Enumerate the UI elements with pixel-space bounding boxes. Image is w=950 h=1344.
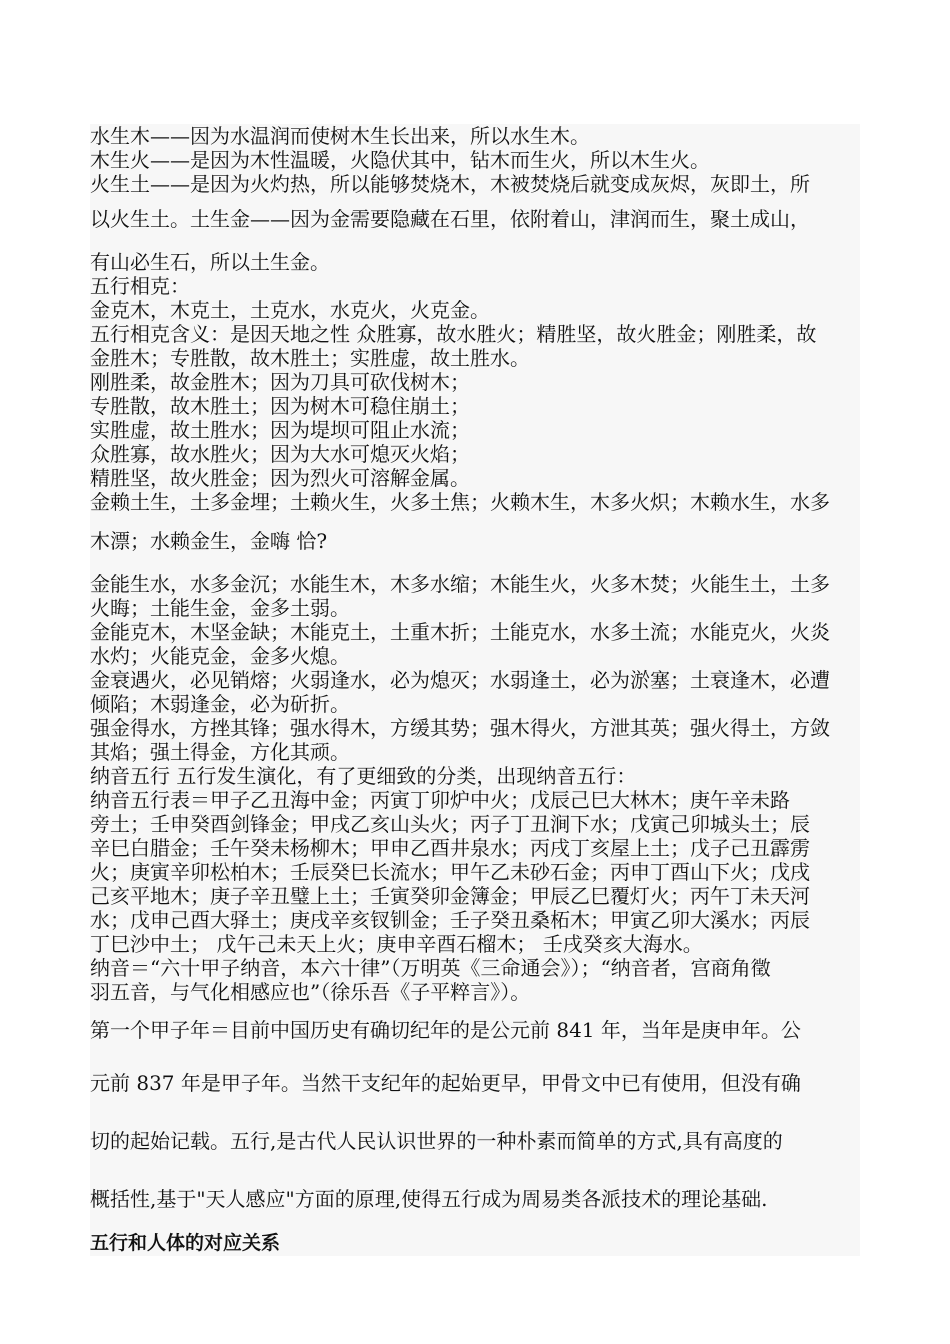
- section-heading: 五行和人体的对应关系: [90, 1232, 281, 1254]
- text-line: 木生火——是因为木性温暖，火隐伏其中，钻木而生火，所以木生火。: [90, 148, 710, 172]
- text-line: 金能克木，木坚金缺；木能克土，土重木折；土能克水，水多土流；水能克火，火炎: [90, 620, 830, 644]
- text-line: 金克木，木克土，土克水，水克火，火克金。: [90, 298, 490, 322]
- text-line: 有山必生石，所以土生金。: [90, 250, 330, 274]
- text-line: 元前 837 年是甲子年。当然干支纪年的起始更早，甲骨文中已有使用，但没有确: [90, 1071, 801, 1095]
- text-line: 丁巳沙中土； 戊午己未天上火；庚申辛酉石榴木； 壬戌癸亥大海水。: [90, 932, 703, 956]
- text-line: 金赖土生，土多金埋；土赖火生，火多土焦；火赖木生，木多火炽；木赖水生，水多: [90, 490, 830, 514]
- text-line: 羽五音，与气化相感应也”（徐乐吾《子平粹言》）。: [90, 980, 531, 1004]
- text-line: 火生土——是因为火灼热，所以能够焚烧木，木被焚烧后就变成灰烬，灰即土，所: [90, 172, 810, 196]
- text-line: 众胜寡，故水胜火；因为大水可熄灭火焰；: [90, 442, 470, 466]
- text-line: 纳音＝“六十甲子纳音，本六十律”（万明英《三命通会》）；“纳音者，宫商角徵: [90, 956, 771, 980]
- text-line: 实胜虚，故土胜水；因为堤坝可阻止水流；: [90, 418, 470, 442]
- text-line: 切的起始记载。五行,是古代人民认识世界的一种朴素而简单的方式,具有高度的: [90, 1129, 783, 1153]
- text-line: 木漂；水赖金生，金嗨 恰?: [90, 529, 328, 553]
- text-line: 以火生土。土生金——因为金需要隐藏在石里，依附着山，津润而生，聚土成山，: [90, 207, 810, 231]
- text-line: 概括性,基于"天人感应"方面的原理,使得五行成为周易类各派技术的理论基础.: [90, 1187, 768, 1211]
- text-line: 辛巳白腊金；壬午癸未杨柳木；甲申乙酉井泉水；丙戌丁亥屋上土；戊子己丑霹雳: [90, 836, 810, 860]
- text-line: 火晦；土能生金，金多土弱。: [90, 596, 350, 620]
- text-line: 刚胜柔，故金胜木；因为刀具可砍伐树木；: [90, 370, 470, 394]
- text-line: 五行相克含义：是因天地之性 众胜寡，故水胜火；精胜坚，故火胜金；刚胜柔，故: [90, 322, 817, 346]
- text-line: 纳音五行 五行发生演化，有了更细致的分类，出现纳音五行：: [90, 764, 637, 788]
- text-line: 己亥平地木；庚子辛丑璧上土；壬寅癸卯金簿金；甲辰乙巳覆灯火；丙午丁未天河: [90, 884, 810, 908]
- text-line: 倾陷；木弱逢金，必为斫折。: [90, 692, 350, 716]
- text-line: 第一个甲子年＝目前中国历史有确切纪年的是公元前 841 年，当年是庚申年。公: [90, 1018, 801, 1042]
- section-label: 五行相克：: [90, 274, 190, 298]
- text-line: 强金得水，方挫其锋；强水得木，方缓其势；强木得火，方泄其英；强火得土，方敛: [90, 716, 830, 740]
- text-line: 其焰；强土得金，方化其顽。: [90, 740, 350, 764]
- text-line: 金衰遇火，必见销熔；火弱逢水，必为熄灭；水弱逢土，必为淤塞；土衰逢木，必遭: [90, 668, 830, 692]
- text-line: 金胜木；专胜散，故木胜土；实胜虚，故土胜水。: [90, 346, 530, 370]
- document-body: [90, 124, 860, 1256]
- text-line: 纳音五行表＝甲子乙丑海中金；丙寅丁卯炉中火；戊辰己巳大林木；庚午辛未路: [90, 788, 790, 812]
- text-line: 专胜散，故木胜土；因为树木可稳住崩土；: [90, 394, 470, 418]
- text-line: 火；庚寅辛卯松柏木；壬辰癸巳长流水；甲午乙未砂石金；丙申丁酉山下火；戊戌: [90, 860, 810, 884]
- text-line: 金能生水，水多金沉；水能生木，木多水缩；木能生火，火多木焚；火能生土，土多: [90, 572, 830, 596]
- text-line: 水生木——因为水温润而使树木生长出来，所以水生木。: [90, 124, 590, 148]
- text-line: 旁土；壬申癸酉剑锋金；甲戌乙亥山头火；丙子丁丑涧下水；戊寅己卯城头土；辰: [90, 812, 810, 836]
- text-line: 精胜坚，故火胜金；因为烈火可溶解金属。: [90, 466, 470, 490]
- text-line: 水灼；火能克金，金多火熄。: [90, 644, 350, 668]
- text-line: 水；戊申己酉大驿土；庚戌辛亥钗钏金；壬子癸丑桑柘木；甲寅乙卯大溪水；丙辰: [90, 908, 810, 932]
